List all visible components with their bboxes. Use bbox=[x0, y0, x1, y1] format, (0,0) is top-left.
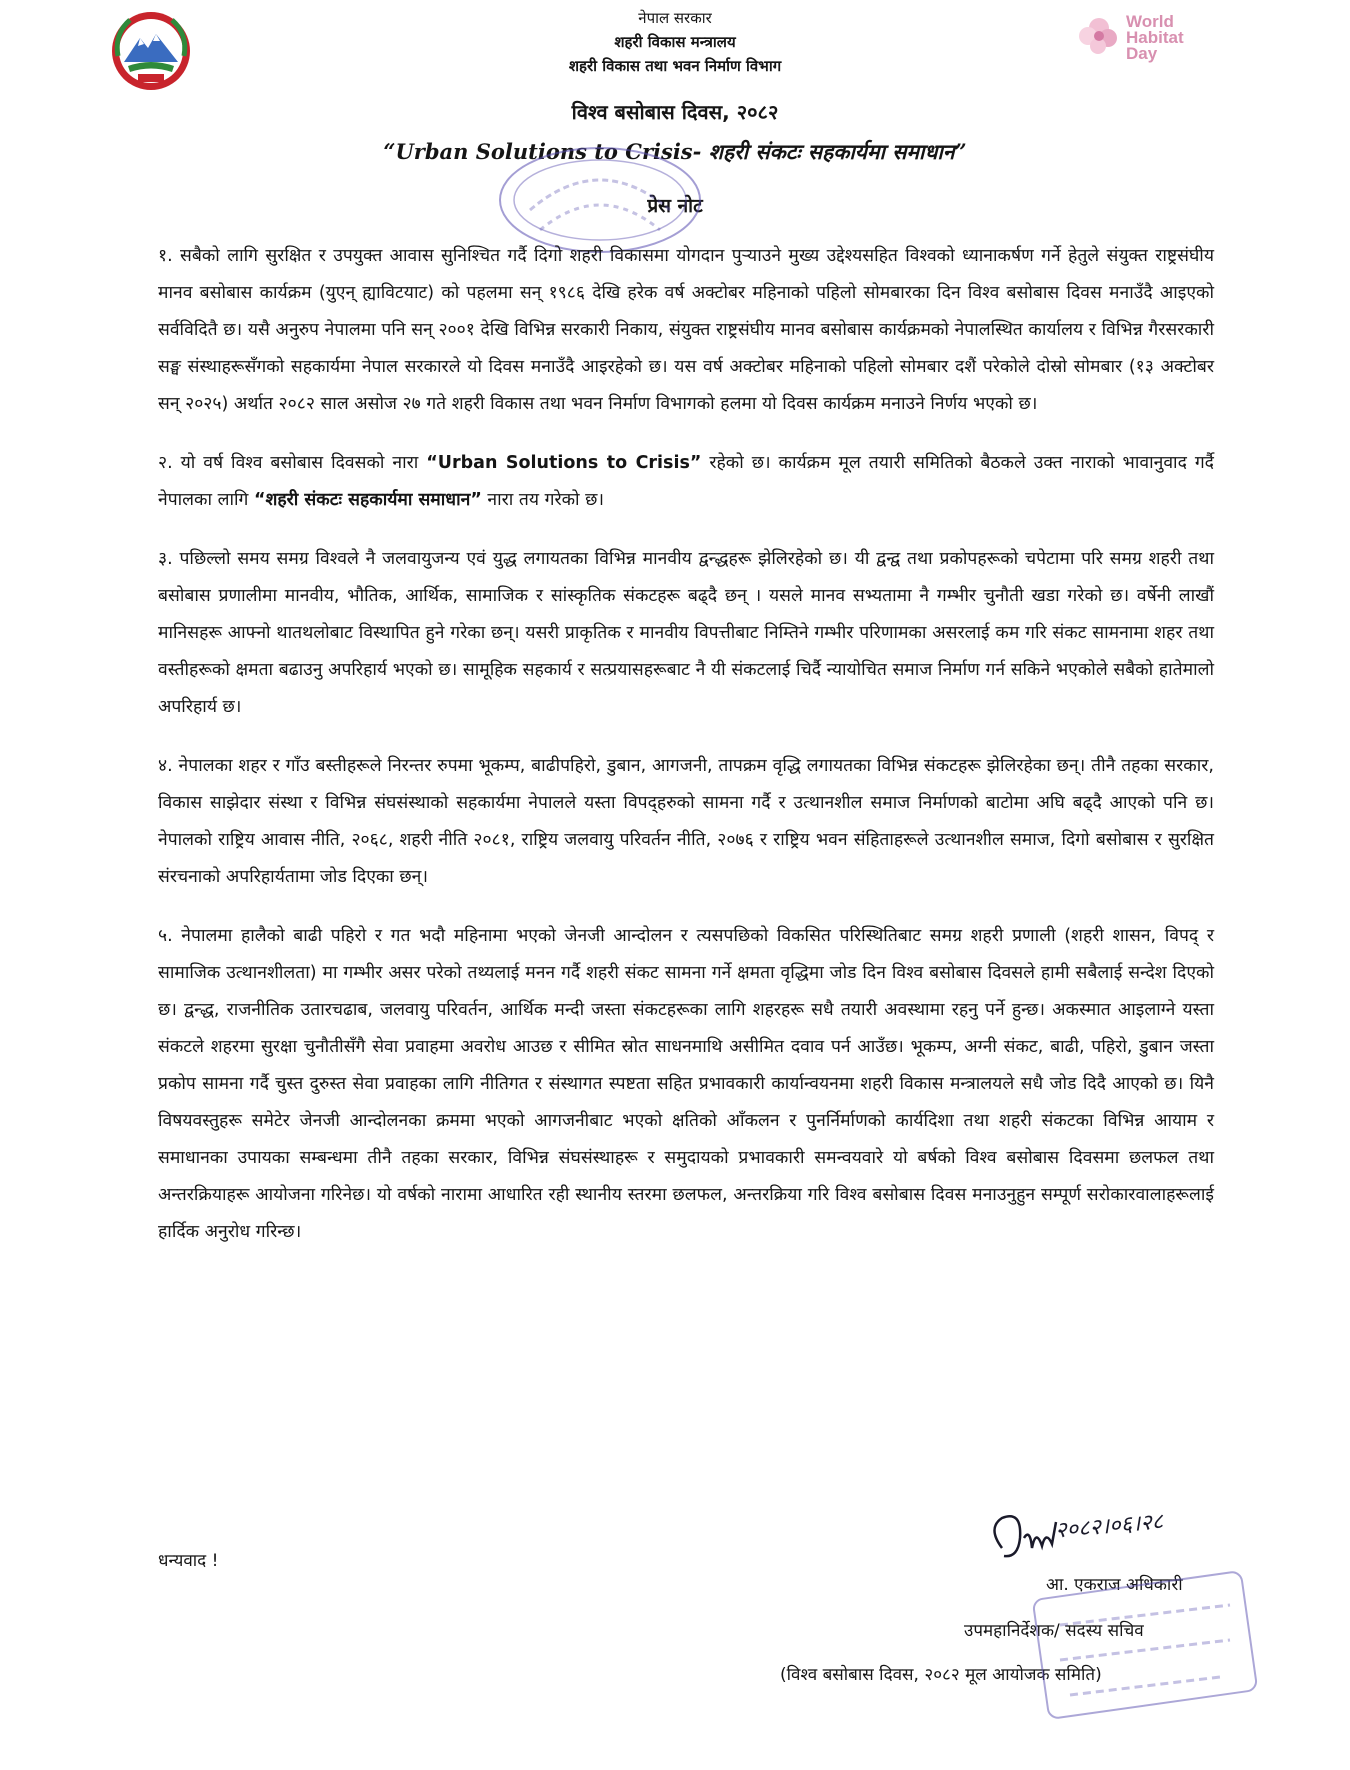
paragraph-number: ५. bbox=[158, 926, 173, 946]
paragraph-text: नेपालमा हालैको बाढी पहिरो र गत भदौ महिनामा भएको जेनजी आन्दोलन र त्यसपछिको विकसित परिस्थितिबाट समग्र शहरी प्रणाली (शहरी शासन, विपद् र सामाजिक उत्थानशीलता) मा गम्भीर असर परेको तथ्यलाई मनन गर्दै शहरी संकट सामना गर्ने क्षमता वृद्धिमा जोड दिन विश्व बसोबास दिवसले हामी सबैलाई सन्देश दिएको छ। द्वन्द्ध, राजनीतिक उतारचढाब, जलवायु परिवर्तन, आर्थिक मन्दी जस्ता संकटहरूका लागि शहरहरू सधै तयारी अवस्थामा रहनु पर्ने हुन्छ। अकस्मात आइलाग्ने यस्ता संकटले शहरमा सुरक्षा चुनौतीसँगै सेवा प्रवाहमा अवरोध आउछ र सीमित स्रोत साधनमाथि असीमित दवाव पर्न आउँछ। भूकम्प, अग्नी संकट, बाढी, पहिरो, डुबान जस्ता प्रकोप सामना गर्दै चुस्त दुरुस्त सेवा प्रवाहका लागि नीतिगत र संस्थागत स्पष्टता सहित प्रभावकारी कार्यान्वयनमा शहरी विकास मन्त्रालयले सधै जोड दिदै आएको छ। यिनै विषयवस्तुहरू समेटेर जेनजी आन्दोलनका क्रममा भएको आगजनीबाट भएको क्षतिको आँकलन र पुनर्निर्माणको कार्यदिशा तथा शहरी संकटका विभिन्न आयाम र समाधानका उपायका सम्बन्धमा तीनै तहका सरकार, विभिन्न संघसंस्थाहरू र समुदायको प्रभावकारी समन्वयवारे यो बर्षको विश्व बसोबास दिवसमा छलफल तथा अन्तरक्रियाहरू आयोजना गरिनेछ। यो वर्षको नारामा आधारित रही स्थानीय स्तरमा छलफल, अन्तरक्रिया गरि विश्व बसोबास दिवस मनाउनुहुन सम्पूर्ण सरोकारवालाहरूलाई हार्दिक अनुरोध गरिन्छ। bbox=[158, 926, 1214, 1242]
slogan-english: “Urban Solutions to Crisis” bbox=[426, 453, 702, 473]
habitat-line-2: Habitat bbox=[1126, 28, 1184, 47]
letterhead bbox=[0, 6, 1350, 78]
signature-date: २०८२।०६।२८ bbox=[1054, 1509, 1165, 1544]
paragraph-number: ४. bbox=[158, 756, 173, 776]
theme-slogan: “Urban Solutions to Crisis- शहरी संकटः सहकार्यमा समाधान” bbox=[383, 139, 967, 164]
paragraph-number: १. bbox=[158, 246, 173, 266]
paragraph-text-middle: रहेको छ। कार्यक्रम मूल तयारी समितिको बैठकले उक्त नाराको भावानुवाद गर्दै नेपालका लागि bbox=[158, 453, 1214, 510]
document-body bbox=[158, 238, 1214, 1273]
paragraph-number: २. bbox=[158, 453, 173, 473]
document-title: विश्व बसोबास दिवस, २०८२ bbox=[571, 100, 779, 124]
paragraph-1 bbox=[158, 238, 1214, 423]
paragraph-3 bbox=[158, 541, 1214, 726]
government-name: नेपाल सरकार bbox=[638, 9, 712, 27]
signatory-title: उपमहानिर्देशक/ सदस्य सचिव bbox=[964, 1621, 1144, 1641]
paragraph-text: पछिल्लो समय समग्र विश्वले नै जलवायुजन्य एवं युद्ध लगायतका विभिन्न मानवीय द्वन्द्धहरू झेलिरहेको छ। यी द्वन्द्व तथा प्रकोपहरूको चपेटामा परि समग्र शहरी तथा बसोबास प्रणालीमा मानवीय, भौतिक, आर्थिक, सामाजिक र सांस्कृतिक संकटहरू बढ्दै छन् । यसले मानव सभ्यतामा नै गम्भीर चुनौती खडा गरेको छ। वर्षेनी लाखौं मानिसहरू आफ्नो थातथलोबाट विस्थापित हुने गरेका छन्। यसरी प्राकृतिक र मानवीय विपत्तीबाट निम्तिने गम्भीर परिणामका असरलाई कम गरि संकट सामनामा शहर तथा वस्तीहरूको क्षमता बढाउनु अपरिहार्य भएको छ। सामूहिक सहकार्य र सत्प्रयासहरूबाट नै यी संकटलाई चिर्दै न्यायोचित समाज निर्माण गर्न सकिने भएकोले सबैको हातेमालो अपरिहार्य छ। bbox=[158, 549, 1214, 717]
closing-thanks: धन्यवाद ! bbox=[158, 1551, 219, 1571]
official-stamp-icon bbox=[1030, 1565, 1260, 1725]
habitat-line-1: World bbox=[1126, 12, 1174, 31]
paragraph-4 bbox=[158, 748, 1214, 896]
department-name: शहरी विकास तथा भवन निर्माण विभाग bbox=[568, 57, 782, 75]
paragraph-5 bbox=[158, 918, 1214, 1251]
ministry-name: शहरी विकास मन्त्रालय bbox=[614, 33, 736, 51]
press-note-label: प्रेस नोट bbox=[647, 195, 703, 217]
paragraph-2 bbox=[158, 445, 1214, 519]
paragraph-number: ३. bbox=[158, 549, 173, 569]
signatory-committee: (विश्व बसोबास दिवस, २०८२ मूल आयोजक समिति) bbox=[780, 1665, 1102, 1685]
slogan-nepali: “शहरी संकटः सहकार्यमा समाधान” bbox=[253, 490, 482, 510]
habitat-line-3: Day bbox=[1126, 44, 1158, 63]
paragraph-text-after: नारा तय गरेको छ। bbox=[487, 490, 605, 510]
signatory-name: आ. एकराज अधिकारी bbox=[1046, 1575, 1183, 1595]
paragraph-text: नेपालका शहर र गाँउ बस्तीहरूले निरन्तर रुपमा भूकम्प, बाढीपहिरो, डुबान, आगजनी, तापक्रम वृद्धि लगायतका विभिन्न संकटहरू झेलिरहेका छन्। तीनै तहका सरकार, विकास साझेदार संस्था र विभिन्न संघसंस्थाको सहकार्यमा नेपालले यस्ता विपद्हरुको सामना गर्दै र उत्थानशील समाज निर्माणको बाटोमा अघि बढ्दै आएको पनि छ। नेपालको राष्ट्रिय आवास नीति, २०६८, शहरी नीति २०८१, राष्ट्रिय जलवायु परिवर्तन नीति, २०७६ र राष्ट्रिय भवन संहिताहरूले उत्थानशील समाज, दिगो बसोबास र सुरक्षित संरचनाको अपरिहार्यतामा जोड दिएका छन्। bbox=[158, 756, 1214, 887]
paragraph-text-before: यो वर्ष विश्व बसोबास दिवसको नारा bbox=[180, 453, 419, 473]
paragraph-text: सबैको लागि सुरक्षित र उपयुक्त आवास सुनिश्चित गर्दै दिगो शहरी विकासमा योगदान पुऱ्याउने मुख्य उद्देश्यसहित विश्वको ध्यानाकर्षण गर्ने हेतुले संयुक्त राष्ट्रसंघीय मानव बसोबास कार्यक्रम (युएन् ह्याविटयाट) को पहलमा सन् १९८६ देखि हरेक वर्ष अक्टोबर महिनाको पहिलो सोमबारका दिन विश्व बसोबास दिवस मनाउँदै आइएको सर्वविदितै छ। यसै अनुरुप नेपालमा पनि सन् २००१ देखि विभिन्न सरकारी निकाय, संयुक्त राष्ट्रसंघीय मानव बसोबास कार्यक्रमको नेपालस्थित कार्यालय र विभिन्न गैरसरकारी सङ्घ संस्थाहरूसँगको सहकार्यमा नेपाल सरकारले यो दिवस मनाउँदै आइरहेको छ। यस वर्ष अक्टोबर महिनाको पहिलो सोमबार दशैं परेकोले दोस्रो सोमबार (१३ अक्टोबर सन् २०२५) अर्थात २०८२ साल असोज २७ गते शहरी विकास तथा भवन निर्माण विभागको हलमा यो दिवस कार्यक्रम मनाउने निर्णय भएको छ। bbox=[158, 246, 1214, 414]
